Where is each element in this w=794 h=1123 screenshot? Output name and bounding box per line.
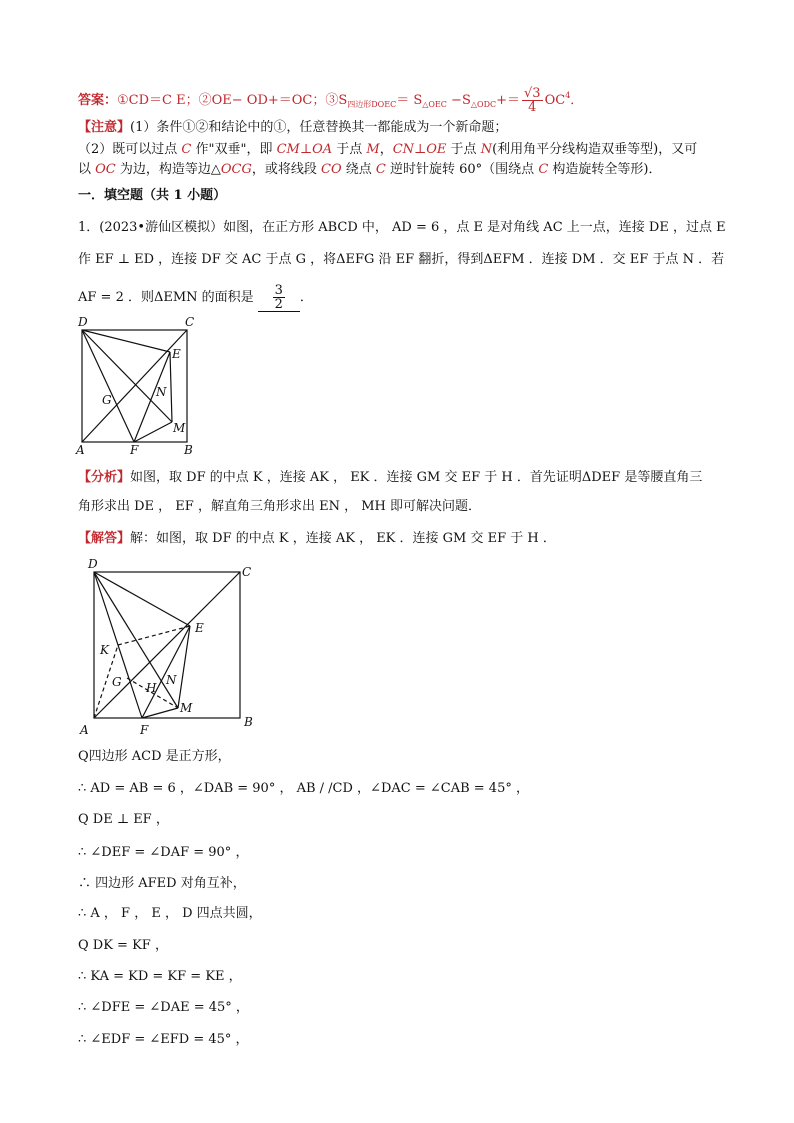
fig2-label-e: E — [195, 621, 204, 635]
fig2-label-m: M — [180, 701, 193, 715]
answer-line: 答案：①CD＝C E；②OE− OD+＝OC；$③S_{四边形DOEC}= S_{\triangle OEC} -S_{\triangle ODC}+=$ $\frac{√3}{4}$ $OC^4$． — [78, 86, 584, 115]
analysis-line-2: 角形求出 DE ， EF ，解直角三角形求出 EN ， MH 即可解决问题． — [78, 499, 481, 514]
problem-line-3: AF = 2 ．则ΔEMN 的面积是 $\frac{3}{2}$ ． — [78, 283, 313, 312]
fig2-line-dm — [94, 572, 178, 708]
note-line-2: （2）既可以过点 C 作"双垂"，即 CM⊥OA 于点 M，CN⊥OE 于点 N(利用角平分线构造双垂等型)，又可 — [78, 142, 698, 157]
fig2-label-h: H — [146, 681, 157, 695]
note-line-1: 【注意】(1）条件①②和结论中的①，任意替换其一都能成为一个新命题； — [78, 120, 508, 135]
fig2-label-g: G — [112, 675, 122, 689]
fig1-label-a: A — [76, 443, 85, 457]
problem-answer-fraction: $\frac{3}{2}$ — [274, 283, 283, 312]
analysis-line-1: 【分析】如图，取 DF 的中点 K ，连接 AK ， EK ．连接 GM 交 EF 于 H ．首先证明ΔDEF 是等腰直角三 — [78, 470, 703, 485]
problem-line-1: 1．(2023•游仙区模拟）如图，在正方形 ABCD 中， AD = 6 ，点 E 是对角线 AC 上一点，连接 DE ，过点 E — [78, 220, 726, 235]
fig2-label-n: N — [166, 673, 177, 687]
answer-blank — [258, 284, 300, 312]
step-line: ∴ ∠DFE = ∠DAE = 45° ， — [78, 1000, 249, 1015]
fig2-label-f: F — [140, 723, 149, 737]
fig2-diagonal-ac — [94, 572, 240, 718]
answer-fraction: $\frac{√3}{4}$ — [524, 86, 541, 115]
fig2-label-k: K — [100, 643, 109, 657]
fig1-line-df — [82, 330, 134, 442]
fig1-label-m: M — [173, 421, 186, 435]
fig1-label-e: E — [172, 347, 181, 361]
fig1-label-c: C — [185, 315, 195, 329]
fig1-line-fm — [134, 422, 172, 442]
step-line: Q DK = KF ， — [78, 938, 168, 953]
step-line: Q DE ⊥ EF ， — [78, 812, 169, 827]
step-line: ∴ AD = AB = 6 ，∠DAB = 90° ， AB / /CD ，∠DAC = ∠CAB = 45° ， — [78, 781, 529, 796]
fig2-line-fm — [142, 708, 178, 718]
fig1-label-d: D — [78, 315, 88, 329]
fig2-label-d: D — [88, 558, 98, 571]
step-line: ∴ ∠EDF = ∠EFD = 45° ， — [78, 1032, 249, 1047]
fig1-line-em — [170, 352, 172, 422]
fig1-label-g: G — [102, 393, 112, 407]
fig1-label-n: N — [156, 385, 167, 399]
step-line: ∴ 四边形 AFED 对角互补， — [78, 876, 246, 891]
fig1-line-dm — [82, 330, 172, 422]
step-line: ∴ ∠DEF = ∠DAF = 90° ， — [78, 845, 249, 860]
fig2-label-b: B — [244, 715, 253, 729]
fig1-label-f: F — [130, 443, 139, 457]
fig2-line-de — [94, 572, 190, 626]
fig2-label-a: A — [80, 723, 89, 737]
fig2-label-c: C — [242, 565, 252, 579]
fig1-line-de — [82, 330, 170, 352]
step-line: Q四边形 ACD 是正方形， — [78, 749, 231, 764]
figure-2 — [78, 558, 264, 738]
step-line: ∴ KA = KD = KF = KE ， — [78, 969, 242, 984]
note-line-3: 以 OC 为边，构造等边△OCG，或将线段 CO 绕点 C 逆时针旋转 60°（围绕点 C 构造旋转全等形)． — [78, 162, 662, 177]
step-line: ∴ A ， F ， E ， D 四点共圆， — [78, 906, 262, 921]
figure-1 — [72, 312, 202, 458]
section-title: 一．填空题（共 1 小题） — [78, 188, 227, 203]
fig1-label-b: B — [184, 443, 193, 457]
solution-line-1: 【解答】解：如图，取 DF 的中点 K ，连接 AK ， EK ．连接 GM 交 EF 于 H ． — [78, 531, 556, 546]
problem-line-2: 作 EF ⊥ ED ，连接 DF 交 AC 于点 G ，将ΔEFG 沿 EF 翻折，得到ΔEFM ．连接 DM ．交 EF 于点 N ．若 — [78, 252, 725, 267]
